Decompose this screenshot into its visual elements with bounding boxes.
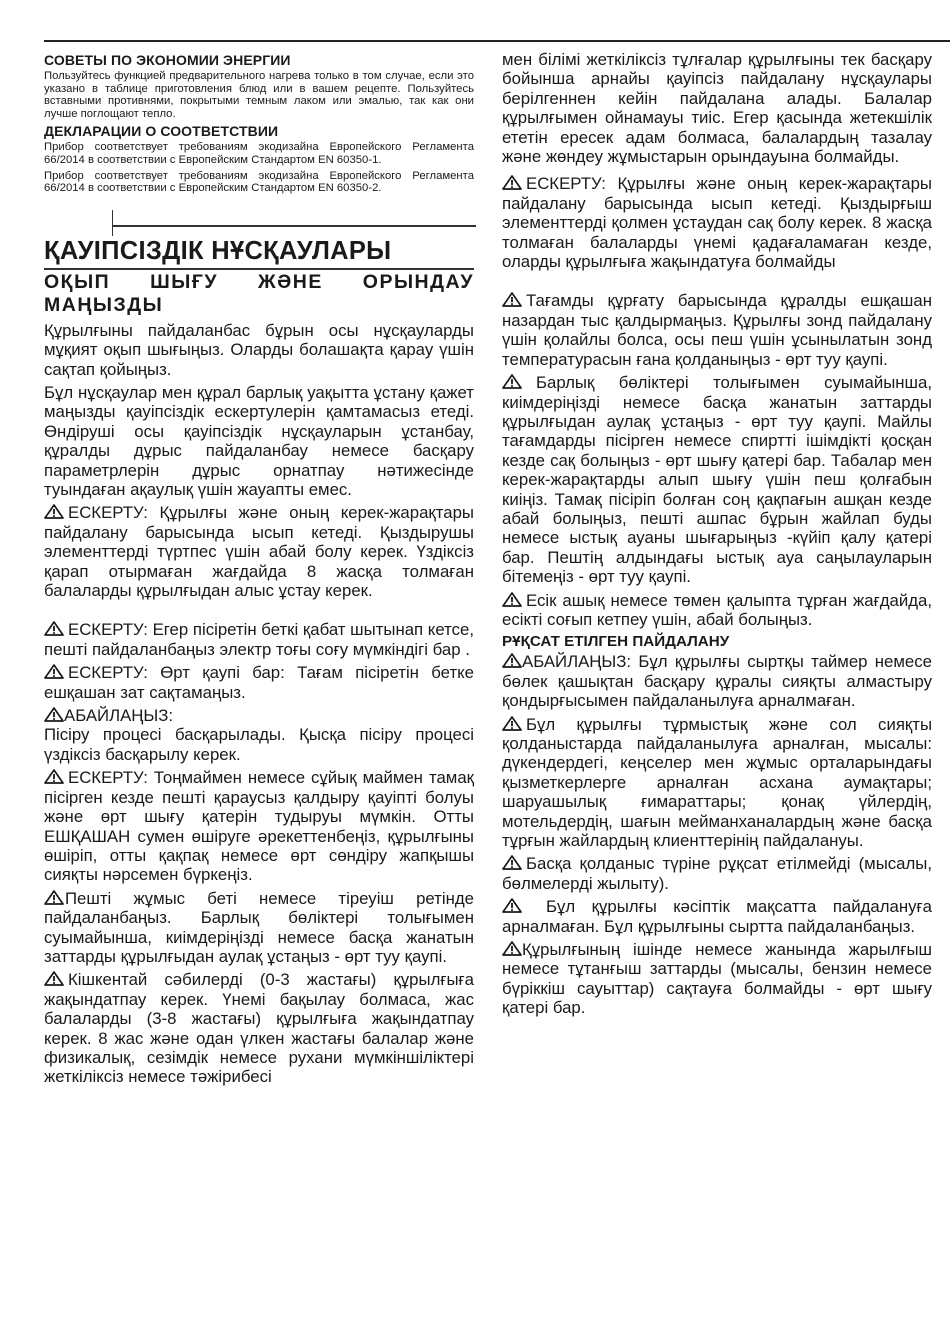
- warning-triangle-icon: [502, 175, 522, 190]
- declaration-text-1: Прибор соответствует требованиям экодизайна Европейского Регламента 66/2014 в соответствии с Европейским Стандартом EN 60350-1.: [44, 141, 474, 166]
- children-paragraph-continued: мен білімі жеткіліксіз тұлғалар құрылғыны тек басқару бойынша арнайы қауіпсіз пайдалану нұсқаулары берілгеннен кейін пайдалана алады. Балалар құрылғымен ойнамауы тиіс. Егер қасында жетекшілік ететін ересек адам болмаса, балалардың тазалау және жөндеу жұмыстарын орындауына болмайды.: [502, 50, 932, 167]
- warning-triangle-icon: [44, 769, 64, 784]
- warning-triangle-icon: [502, 941, 522, 956]
- household-use-paragraph: Бұл құрылғы тұрмыстық және сол сияқты қолданыстарда пайдаланылуға арналған, мысалы: дүкендердегі, кеңселер мен жұмыс орталарындағы қызметкерлерге арналған асхана аумақтары; шаруашылық ғимараттары; қонақ үйлердің, мотельдердің, шағын мейманханалардың және басқа тұрғын жайлардың клиенттерінің пайдалануы.: [502, 714, 932, 851]
- title-rule: [44, 268, 474, 270]
- warning-work-surface: Пешті жұмыс беті немесе тіреуіш ретінде пайдаланбаңыз. Барлық бөліктері толығымен суымайынша, киімдеріңізді немесе басқа жанатын заттарды құрылғыдан аулақ ұстаңыз - өрт туу қаупі.: [44, 888, 474, 966]
- warning-triangle-icon: [502, 898, 522, 913]
- right-column: [502, 50, 932, 1022]
- warning-triangle-icon: [44, 621, 64, 636]
- permitted-use-heading: РҰҚСАТ ЕТІЛГЕН ПАЙДАЛАНУ: [502, 633, 730, 651]
- warning-hot-parts: ЕСКЕРТУ: Құрылғы және оның керек-жарақтары пайдалану барысында ысып кетеді. Қыздырушы элементтерді түртпес үшін абай болу керек. Үздіксіз қарап отырмаған жағдайда 8 жасқа толмаған балаларды құрылғыдан алыс ұстау керек.: [44, 503, 474, 601]
- other-use-paragraph: Басқа қолданыс түріне рұқсат етілмейді (мысалы, бөлмелерді жылыту).: [502, 854, 932, 893]
- warning-triangle-icon: [44, 504, 64, 519]
- warning-triangle-icon: [44, 890, 64, 905]
- warning-fire-storage: ЕСКЕРТУ: Өрт қаупі бар: Тағам пісіретін бетке ешқашан зат сақтамаңыз.: [44, 663, 474, 702]
- warning-cracked-surface: ЕСКЕРТУ: Егер пісіретін беткі қабат шытынап кетсе, пешті пайдаланбаңыз электр тоғы соғу мүмкіндігі бар .: [44, 620, 474, 659]
- intro-paragraph: Құрылғыны пайдаланбас бұрын осы нұсқауларды мұқият оқып шығыңыз. Оларды болашақта қарау үшін сақтап қойыңыз.: [44, 320, 474, 379]
- professional-use-paragraph: Бұл құрылғы кәсіптік мақсатта пайдалануға арналмаған. Бұл құрылғыны сыртта пайдаланбаңыз.: [502, 897, 932, 936]
- warning-flammable-items: Барлық бөліктері толығымен суымайынша, киімдеріңізді немесе басқа жанатын заттарды құрылғыдан аулақ ұстаңыз - өрт туу қаупі. Майлы тағамдарды пісірген немесе спиртті ішімдікті қосқан кезде сақ болыңыз - өрт шығу қатері бар. Табалар мен керек-жарақтарды алып шығу үшін пеш қолғабын киіңіз. Тамақ пісіріп болған соң қақпағын ашқан кезде абай болыңыз, пешті ашпас бұрын жайлап буды немесе ыстық ауаны шығарыңыз -күйіп қалу қатері бар. Пештің алдындағы ыстық ауа саңылауларын бітемеңіз - өрт туу қаупі.: [502, 373, 932, 587]
- warning-triangle-icon: [502, 716, 522, 731]
- section-divider: [44, 198, 474, 236]
- energy-saving-heading: СОВЕТЫ ПО ЭКОНОМИИ ЭНЕРГИИ: [44, 52, 291, 68]
- warning-triangle-icon: [502, 855, 522, 870]
- warning-oil-fire: ЕСКЕРТУ: Тоңмаймен немесе сұйық маймен тамақ пісірген кезде пешті қараусыз қалдыру қауіпті болуы және өрт шығу қатерін тудыруы мүмкін. Отты ЕШҚАШАН сумен өшіруге әрекеттенбеңіз, құрылғыны өшіріп, отты қақпақ немесе өрт сөндіру жапқышы сияқты нәрсемен бүркеңіз.: [44, 768, 474, 885]
- top-rule: [44, 40, 950, 42]
- warning-triangle-icon: [44, 971, 64, 986]
- warning-open-door: Есік ашық немесе төмен қалыпта тұрған жағдайда, есікті соғып кетпеу үшін, абай болыңыз.: [502, 590, 932, 629]
- read-important-title: ОҚЫП ШЫҒУ ЖӘНЕ ОРЫНДАУ МАҢЫЗДЫ: [44, 270, 474, 316]
- safety-title: ҚАУІПСІЗДІК НҰСҚАУЛАРЫ: [44, 236, 392, 265]
- explosive-storage-paragraph: Құрылғының ішінде немесе жанында жарылғыш немесе тұтанғыш заттарды (мысалы, бензин немесе бүріккіш сауыттар) сақтауға болмайды - өрт шығу қатері бар.: [502, 940, 932, 1018]
- warning-triangle-icon: [502, 592, 522, 607]
- warning-triangle-icon: [44, 707, 64, 722]
- left-column: [44, 50, 474, 1091]
- energy-saving-text: Пользуйтесь функцией предварительного нагрева только в том случае, если это указано в таблице приготовления блюд или в вашем рецепте. Пользуйтесь вставными противнями, покрытыми темным лаком или эмалью, так как они лучше поглощают тепло.: [44, 70, 474, 120]
- warning-triangle-icon: [502, 653, 522, 668]
- declaration-text-2: Прибор соответствует требованиям экодизайна Европейского Регламента 66/2014 в соответствии с Европейским Стандартом EN 60350-2.: [44, 169, 474, 195]
- warning-drying-food: Тағамды құрғату барысында құралды ешқашан назардан тыс қалдырмаңыз. Құрылғы зонд пайдалану үшін қолайлы болса, осы пеш үшін ұсынылатын зонд температурасын ғана қолданыңыз - өрт туу қаупі.: [502, 291, 932, 369]
- responsibility-paragraph: Бұл нұсқаулар мен құрал барлық уақытта ұстану қажет маңызды қауіпсіздік ескертулерін қамтамасыз етеді. Өндіруші осы қауіпсіздік нұсқауларын ұстанбау, құралды дұрыс пайдаланбау немесе басқару параметрлерін дұрыс орнатпау нәтижесінде туындаған ақаулық үшін жауапты емес.: [44, 382, 474, 499]
- warning-triangle-icon: [502, 374, 522, 389]
- warning-children: Кішкентай сәбилерді (0-3 жастағы) құрылғыға жақындатпау керек. Үнемі бақылау болмаса, жас балаларды (3-8 жастағы) құрылғыға жақындатпау керек. 8 жас және одан үлкен жастағы балалар және физикалық, сезімдік немесе рухани мүмкіншіліктері жеткіліксіз немесе тәжірибесі: [44, 970, 474, 1087]
- declaration-heading: ДЕКЛАРАЦИИ О СООТВЕТСТВИИ: [44, 123, 279, 140]
- caution-external-timer: АБАЙЛАҢЫЗ: Бұл құрылғы сыртқы таймер немесе бөлек қашықтан басқару құралы сияқты алмастыру қондырғысымен пайдаланылуға арналмаған.: [502, 652, 932, 711]
- caution-heading: АБАЙЛАҢЫЗ:: [44, 706, 474, 725]
- warning-triangle-icon: [502, 292, 522, 307]
- warning-triangle-icon: [44, 664, 64, 679]
- warning-hot-accessories: ЕСКЕРТУ: Құрылғы және оның керек-жарақтары пайдалану барысында ысып кетеді. Қыздырғыш элементтерді қолмен ұстаудан сақ болу керек. 8 жасқа толмаған балаларды үнемі қадағаламаған кезде, оларды құрылғыға жақындатуға болмайды: [502, 174, 932, 272]
- caution-cooking-process: Пісіру процесі басқарылады. Қысқа пісіру процесі үздіксіз басқарылу керек.: [44, 725, 474, 764]
